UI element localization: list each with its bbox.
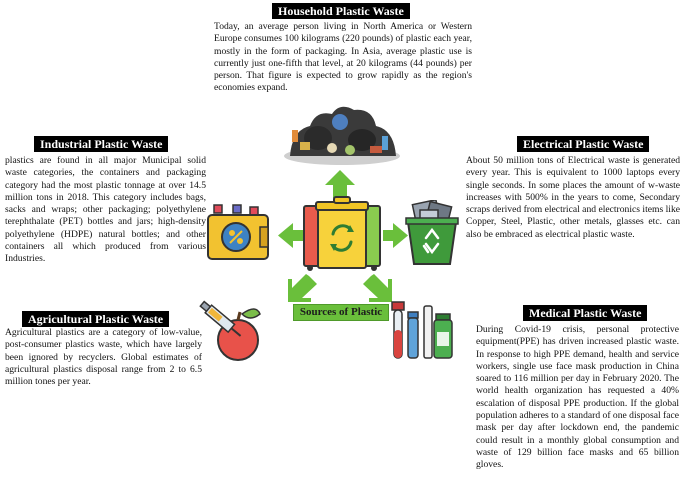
arrow-down-left xyxy=(288,274,317,302)
arrow-down-right xyxy=(363,274,392,302)
household-text: Today, an average person living in North America or Western Europe consumes 100 kilograms (220 pounds) of plastic each year, mostly in the form of packaging. In Asia, average plastic use is currently just one-fifth that level, at 20 kilograms (44 pounds) per person. That figure is expected to grow rapidly as the region's economies expand. xyxy=(214,21,472,94)
garbage-pile-icon xyxy=(282,100,402,166)
medical-vials-icon xyxy=(390,300,466,362)
electrical-text: About 50 million tons of Electrical waste is generated every year. This is equivalent to 1000 laptops every single seconds. In some places the amount of w-waste increases with 500% in the years to come, Secondary scraps derived from electrical and electronics items like Copper, Steel, Plastic, other metals, glasses etc. can also be embraced as electrical plastic waste. xyxy=(466,155,680,240)
arrow-up xyxy=(325,170,355,198)
medical-text: During Covid-19 crisis, personal protective equipment(PPE) has driven increased plastic waste. In response to high PPE demand, health and service workers, single use face mask production in China soared to 116 million per day in February 2020. The world health organization has requested a 40% escalation of disposal PPE production. If the global population adheres to a standard of one disposal face mask per day after lockdown end, the pandemic could result in a monthly global consumption and waste of 129 billion face masks and 65 billion gloves. xyxy=(476,324,680,471)
apple-syringe-icon xyxy=(198,298,268,364)
household-title: Household Plastic Waste xyxy=(272,3,410,19)
industrial-title: Industrial Plastic Waste xyxy=(34,136,168,152)
sources-of-plastic-label: Sources of Plastic xyxy=(293,304,389,321)
agricultural-title: Agricultural Plastic Waste xyxy=(22,311,169,327)
recycling-bins-icon xyxy=(302,196,382,272)
e-waste-bin-icon xyxy=(404,200,460,266)
industrial-text: plastics are found in all major Municipal solid waste categories, the containers and packaging category had the most plastic tonnage at over 14.5 million tons in 2018. This category includes bags, sacks and wraps; other packaging; polyethylene terephthalate (PET) bottles and jars; high-density polyethylene (HDPE) natural bottles; and other containers all which produced from various Industries. xyxy=(5,155,206,265)
industrial-containers-icon xyxy=(206,203,272,261)
medical-title: Medical Plastic Waste xyxy=(523,305,647,321)
agricultural-text: Agricultural plastics are a category of low-value, post-consumer plastics waste, which have largely been ignored by recyclers. Global estimates of agricultural plastics disposal range from 2 to 6.5 million tones per year. xyxy=(5,327,202,388)
arrow-left-head xyxy=(278,223,293,248)
arrow-right xyxy=(383,230,393,241)
electrical-title: Electrical Plastic Waste xyxy=(517,136,649,152)
